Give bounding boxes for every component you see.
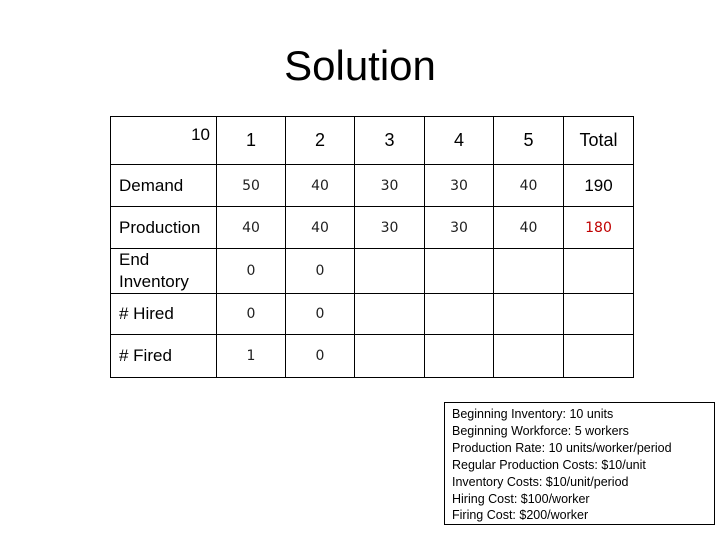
slide-title: Solution (284, 42, 436, 89)
table-cell: 0 (217, 249, 286, 294)
table-cell: 0 (286, 335, 355, 378)
header-period-5: 5 (494, 117, 564, 165)
table-row-demand (111, 165, 634, 207)
table-cell: 30 (355, 207, 425, 249)
production-total-cell: 180 (564, 207, 634, 249)
table-cell (425, 335, 494, 378)
table-cell (355, 294, 425, 335)
table-cell: 30 (355, 165, 425, 207)
problem-parameters-box (444, 402, 715, 525)
table-row-production (111, 207, 634, 249)
table-header-row (111, 117, 634, 165)
table-cell (425, 294, 494, 335)
row-label: Demand (111, 165, 217, 207)
info-line: Hiring Cost: $100/worker (452, 491, 590, 506)
table-cell (564, 249, 634, 294)
table-cell: 50 (217, 165, 286, 207)
table-cell: 40 (217, 207, 286, 249)
row-label: # Hired (111, 294, 217, 335)
table-cell (355, 335, 425, 378)
info-line: Beginning Workforce: 5 workers (452, 423, 629, 438)
row-label: Production (111, 207, 217, 249)
info-line: Firing Cost: $200/worker (452, 508, 589, 523)
table-cell: 0 (286, 294, 355, 335)
table-row-end-inventory (111, 249, 634, 294)
table-row-hired (111, 294, 634, 335)
header-period-3: 3 (355, 117, 425, 165)
row-label: End Inventory (111, 249, 217, 294)
table-cell: 40 (286, 207, 355, 249)
table-cell (564, 294, 634, 335)
table-cell (494, 294, 564, 335)
table-row-fired (111, 335, 634, 378)
header-total: Total (564, 117, 634, 165)
table-cell: 30 (425, 207, 494, 249)
table-cell: 40 (286, 165, 355, 207)
table-cell (494, 249, 564, 294)
table-cell: 1 (217, 335, 286, 378)
header-period-4: 4 (425, 117, 494, 165)
table-cell: 30 (425, 165, 494, 207)
header-period-1: 1 (217, 117, 286, 165)
table-cell (564, 335, 634, 378)
header-period-2: 2 (286, 117, 355, 165)
info-line: Inventory Costs: $10/unit/period (452, 474, 629, 489)
table-cell: 40 (494, 165, 564, 207)
table-cell (494, 335, 564, 378)
demand-total-cell: 190 (564, 165, 634, 207)
info-line: Beginning Inventory: 10 units (452, 407, 614, 421)
row-label: # Fired (111, 335, 217, 378)
table-cell (425, 249, 494, 294)
header-corner-cell: 10 (111, 117, 217, 165)
table-cell (355, 249, 425, 294)
info-line: Regular Production Costs: $10/unit (452, 457, 646, 472)
solution-table (110, 116, 634, 378)
table-cell: 0 (286, 249, 355, 294)
table-cell: 0 (217, 294, 286, 335)
table-cell: 40 (494, 207, 564, 249)
info-line: Production Rate: 10 units/worker/period (452, 440, 672, 455)
